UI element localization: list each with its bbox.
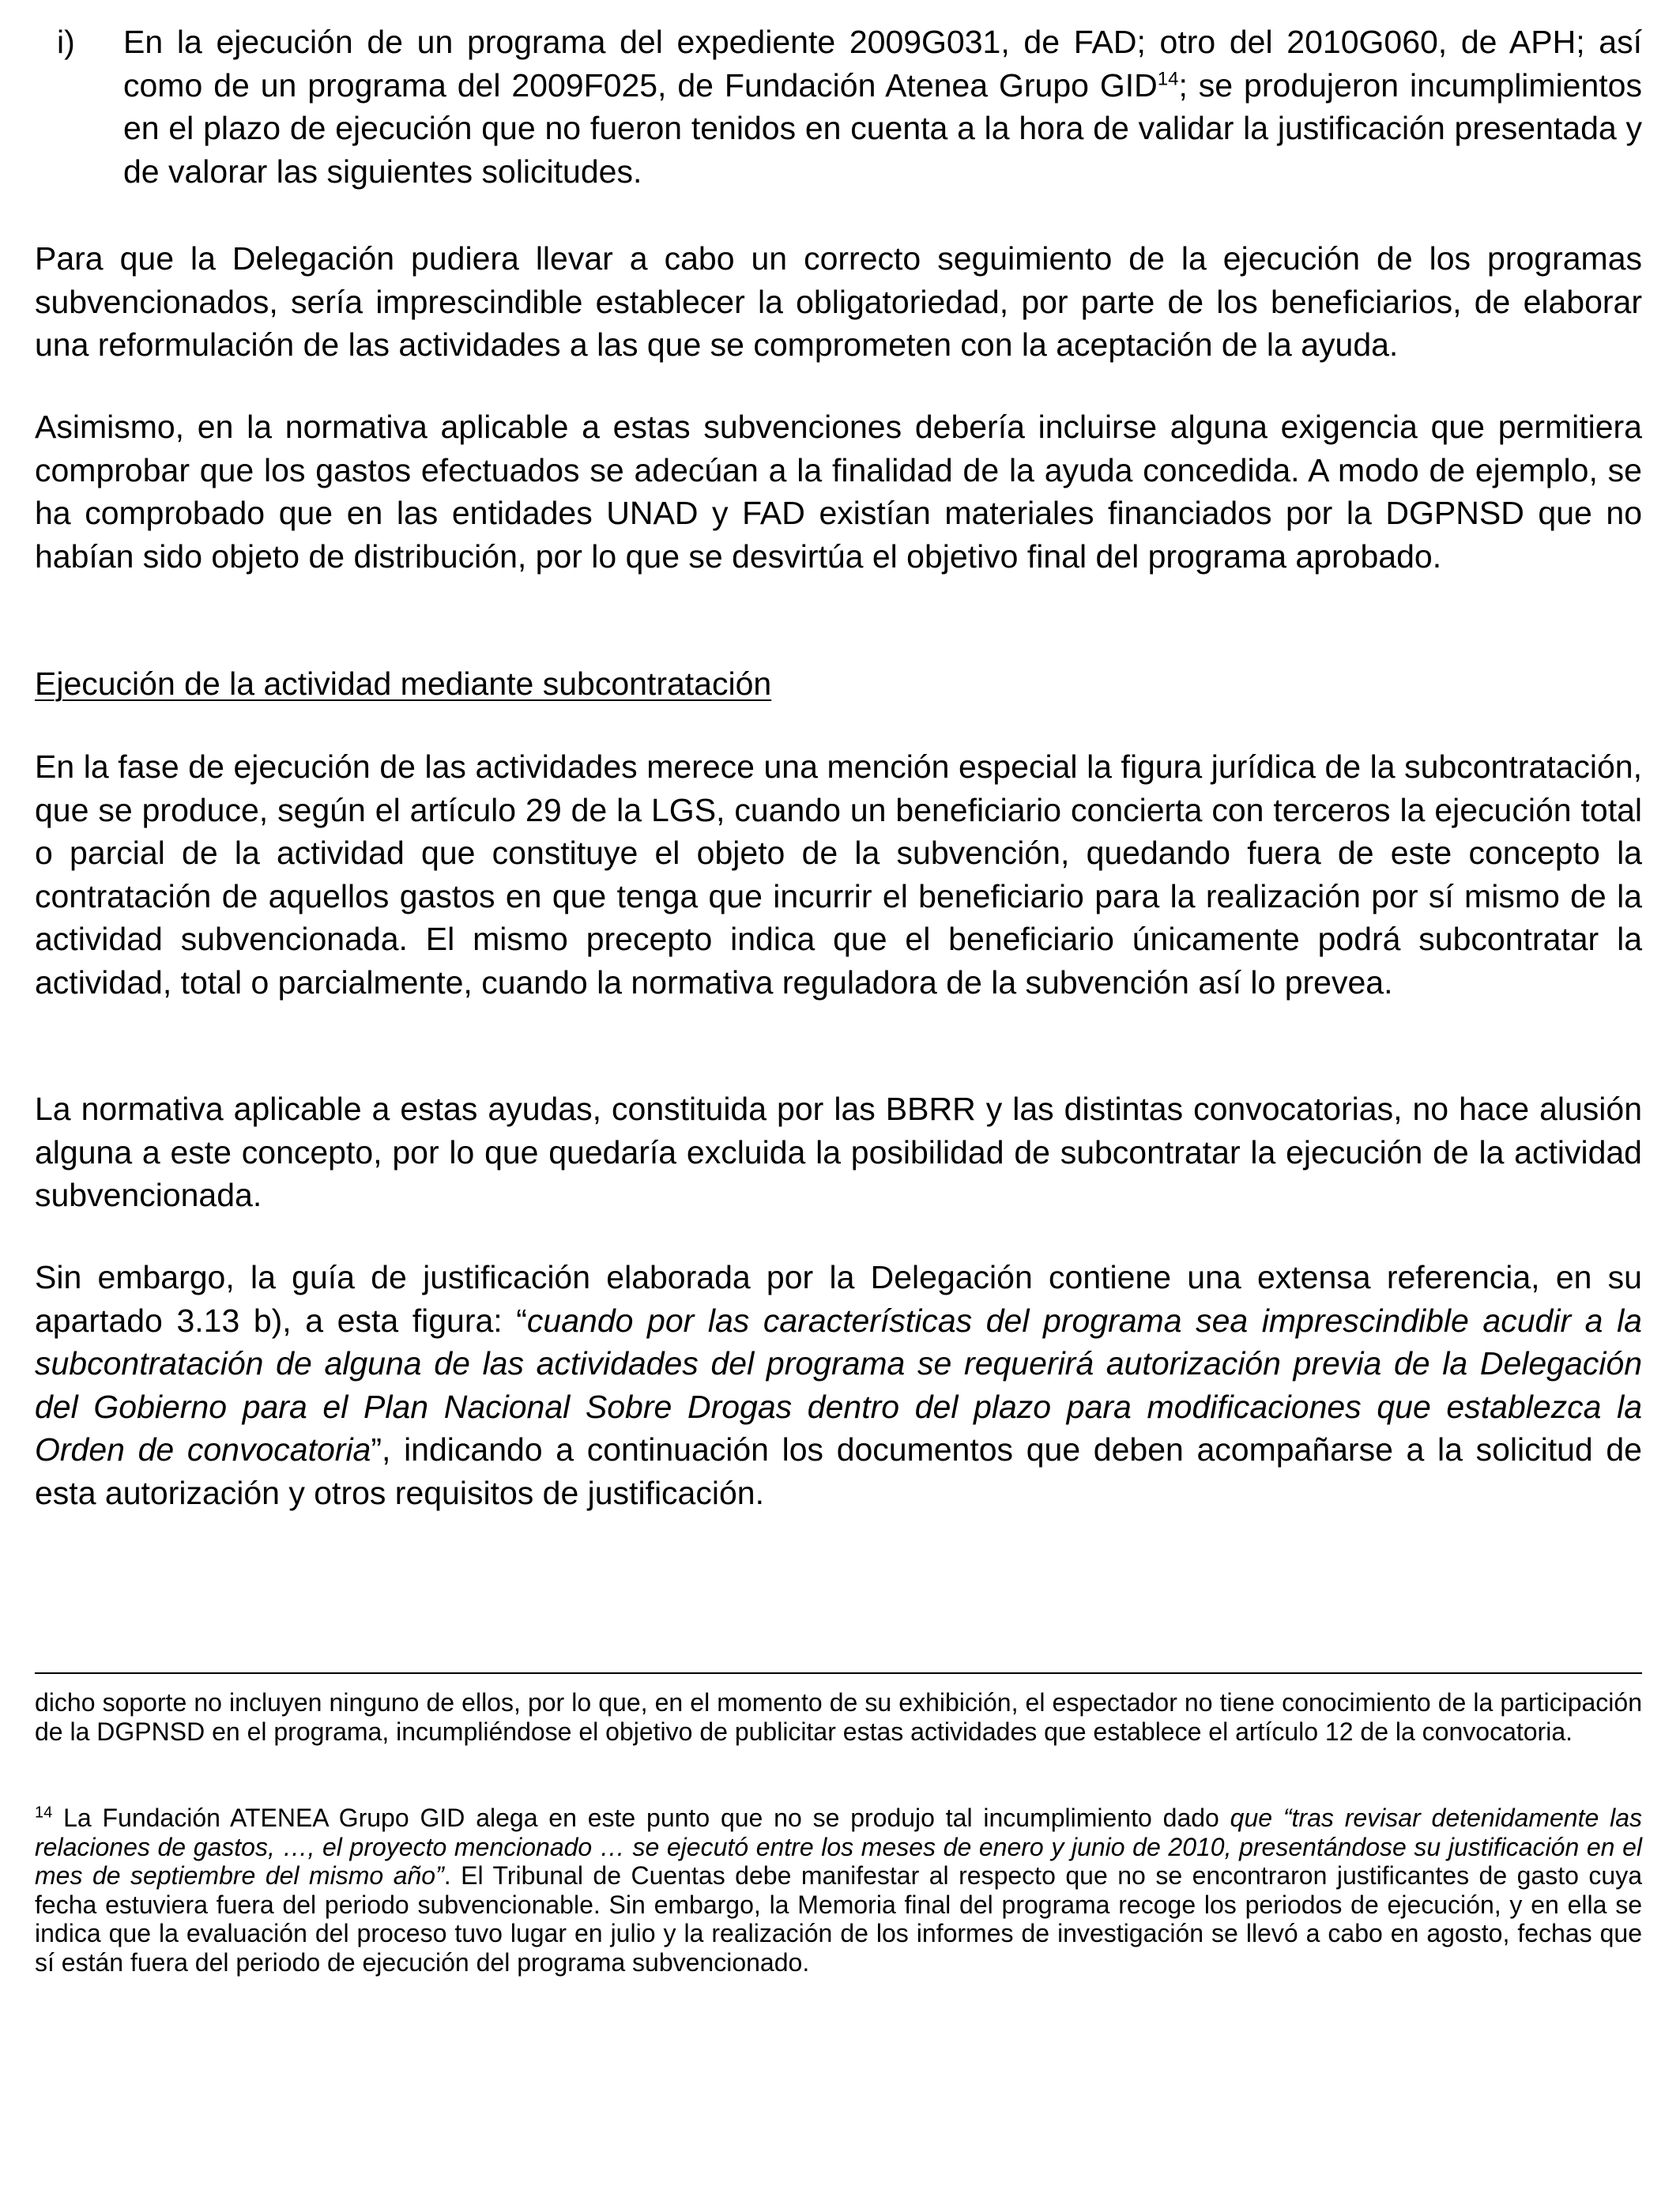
footnote-14	[35, 1804, 1642, 1977]
paragraph-guia-justificacion	[35, 1256, 1642, 1514]
footnote-14-quote: que “tras revisar detenidamente las relaciones de gastos, …, el proyecto mencionado … se ejecutó entre los meses de enero y junio de 2010, presentándose su justificación en el mes de septiembre del mismo año”	[35, 1804, 1643, 1890]
paragraph-guia-start: Sin embargo, la guía de justificación elaborada por la Delegación contiene una extensa referencia, en su apartado 3.13 b), a esta figura: “	[35, 1259, 1642, 1339]
footnote-number-14: 14	[35, 1804, 53, 1822]
list-marker: i)	[57, 24, 75, 60]
footnote-14-end: . El Tribunal de Cuentas debe manifestar al respecto que no se encontraron justificantes de gasto cuya fecha estuviera fuera del periodo subvencionable. Sin embargo, la Memoria final del programa recoge los periodos de ejecución, y en ella se indica que la evaluación del proceso tuvo lugar en julio y la realización de los informes de investigación se llevó a cabo en agosto, fechas que sí están fuera del periodo de ejecución del programa subvencionado.	[35, 1861, 1643, 1977]
footnote-14-start: La Fundación ATENEA Grupo GID alega en este punto que no se produjo tal incumplimiento dado	[52, 1804, 1230, 1832]
list-item-text	[123, 21, 1642, 193]
paragraph-guia-end: ”, indicando a continuación los documentos que deben acompañarse a la solicitud de esta autorización y otros requisitos de justificación.	[35, 1431, 1642, 1511]
list-item-text-after: ; se produjeron incumplimientos en el plazo de ejecución que no fueron tenidos en cuenta a la hora de validar la justificación presentada y de valorar las siguientes solicitudes.	[123, 66, 1642, 190]
footnote-separator	[35, 1672, 1642, 1674]
footnote-continued: dicho soporte no incluyen ninguno de ellos, por lo que, en el momento de su exhibición, el espectador no tiene conocimiento de la participación de la DGPNSD en el programa, incumpliéndose el objetivo de publicitar estas actividades que establece el artículo 12 de la convocatoria.	[35, 1688, 1642, 1746]
paragraph-guia-quote: cuando por las características del programa sea imprescindible acudir a la subcontratación de alguna de las actividades del programa se requerirá autorización previa de la Delegación del Gobierno para el Plan Nacional Sobre Drogas dentro del plazo para modificaciones que establezca la Orden de convocatoria	[35, 1302, 1642, 1468]
paragraph-reformulation: Para que la Delegación pudiera llevar a cabo un correcto seguimiento de la ejecución de los programas subvencionados, sería imprescindible establecer la obligatoriedad, por parte de los beneficiarios, de elaborar una reformulación de las actividades a las que se comprometen con la aceptación de la ayuda.	[35, 240, 1642, 363]
list-item-i	[35, 21, 1642, 193]
paragraph-normativa-ayudas: La normativa aplicable a estas ayudas, constituida por las BBRR y las distintas convocatorias, no hace alusión alguna a este concepto, por lo que quedaría excluida la posibilidad de subcontratar la ejecución de la actividad subvencionada.	[35, 1091, 1642, 1213]
paragraph-subcontratacion: En la fase de ejecución de las actividades merece una mención especial la figura jurídica de la subcontratación, que se produce, según el artículo 29 de la LGS, cuando un beneficiario concierta con terceros la ejecución total o parcial de la actividad que constituye el objeto de la subvención, quedando fuera de este concepto la contratación de aquellos gastos en que tenga que incurrir el beneficiario para la realización por sí mismo de la actividad subvencionada. El mismo precepto indica que el beneficiario únicamente podrá subcontratar la actividad, total o parcialmente, cuando la normativa reguladora de la subvención así lo prevea.	[35, 748, 1642, 1001]
paragraph-normativa-exigencia: Asimismo, en la normativa aplicable a estas subvenciones debería incluirse alguna exigencia que permitiera comprobar que los gastos efectuados se adecúan a la finalidad de la ayuda concedida. A modo de ejemplo, se ha comprobado que en las entidades UNAD y FAD existían materiales financiados por la DGPNSD que no habían sido objeto de distribución, por lo que se desvirtúa el objetivo final del programa aprobado.	[35, 409, 1642, 575]
list-item-text-before: En la ejecución de un programa del expediente 2009G031, de FAD; otro del 2010G060, de APH; así como de un programa del 2009F025, de Fundación Atenea Grupo GID	[123, 24, 1642, 104]
section-heading: Ejecución de la actividad mediante subcontratación	[35, 665, 772, 702]
footnote-ref-14[interactable]: 14	[1157, 67, 1179, 89]
